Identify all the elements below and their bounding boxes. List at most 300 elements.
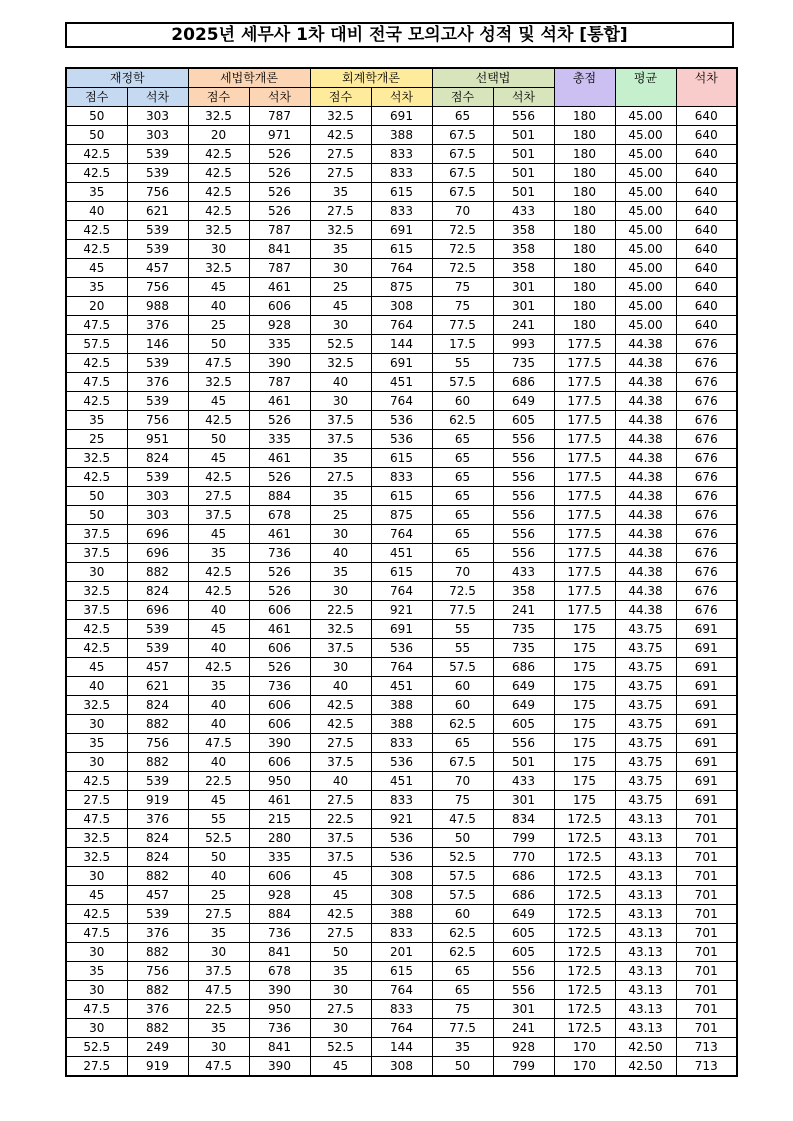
cell-finance-score: 42.5 xyxy=(66,639,127,658)
cell-accounting-rank: 144 xyxy=(371,1038,432,1057)
cell-tax-law-score: 47.5 xyxy=(188,734,249,753)
cell-accounting-rank: 144 xyxy=(371,335,432,354)
cell-total: 180 xyxy=(554,278,615,297)
cell-elective-score: 72.5 xyxy=(432,240,493,259)
cell-finance-score: 25 xyxy=(66,430,127,449)
cell-elective-rank: 301 xyxy=(493,278,554,297)
cell-accounting-rank: 833 xyxy=(371,468,432,487)
cell-total: 172.5 xyxy=(554,848,615,867)
cell-finance-score: 37.5 xyxy=(66,544,127,563)
cell-tax-law-score: 40 xyxy=(188,297,249,316)
cell-tax-law-score: 20 xyxy=(188,126,249,145)
cell-finance-rank: 882 xyxy=(127,867,188,886)
cell-elective-score: 65 xyxy=(432,449,493,468)
cell-elective-score: 70 xyxy=(432,563,493,582)
cell-total: 177.5 xyxy=(554,354,615,373)
cell-tax-law-rank: 736 xyxy=(249,1019,310,1038)
cell-accounting-score: 37.5 xyxy=(310,848,371,867)
cell-elective-score: 72.5 xyxy=(432,582,493,601)
cell-total: 180 xyxy=(554,183,615,202)
table-body xyxy=(66,107,737,1077)
cell-total: 180 xyxy=(554,107,615,126)
cell-tax-law-rank: 526 xyxy=(249,202,310,221)
cell-total: 175 xyxy=(554,753,615,772)
cell-total: 175 xyxy=(554,658,615,677)
cell-total: 177.5 xyxy=(554,601,615,620)
cell-elective-rank: 605 xyxy=(493,715,554,734)
cell-accounting-rank: 451 xyxy=(371,772,432,791)
cell-finance-rank: 457 xyxy=(127,658,188,677)
cell-total: 180 xyxy=(554,297,615,316)
cell-rank: 701 xyxy=(676,867,737,886)
cell-elective-score: 55 xyxy=(432,354,493,373)
cell-rank: 691 xyxy=(676,734,737,753)
cell-elective-rank: 735 xyxy=(493,620,554,639)
cell-elective-score: 65 xyxy=(432,468,493,487)
cell-tax-law-score: 35 xyxy=(188,924,249,943)
cell-tax-law-score: 35 xyxy=(188,1019,249,1038)
table-row xyxy=(66,259,737,278)
cell-tax-law-rank: 606 xyxy=(249,601,310,620)
cell-tax-law-rank: 526 xyxy=(249,468,310,487)
cell-elective-score: 57.5 xyxy=(432,658,493,677)
cell-accounting-score: 42.5 xyxy=(310,905,371,924)
cell-tax-law-score: 50 xyxy=(188,335,249,354)
cell-tax-law-score: 42.5 xyxy=(188,582,249,601)
cell-finance-rank: 376 xyxy=(127,373,188,392)
cell-rank: 676 xyxy=(676,601,737,620)
cell-rank: 691 xyxy=(676,639,737,658)
cell-average: 43.13 xyxy=(615,924,676,943)
cell-elective-score: 65 xyxy=(432,506,493,525)
cell-elective-rank: 649 xyxy=(493,392,554,411)
table-row xyxy=(66,240,737,259)
cell-finance-rank: 621 xyxy=(127,677,188,696)
cell-accounting-rank: 308 xyxy=(371,297,432,316)
table-row xyxy=(66,297,737,316)
cell-tax-law-rank: 606 xyxy=(249,753,310,772)
cell-finance-rank: 919 xyxy=(127,1057,188,1077)
cell-rank: 701 xyxy=(676,981,737,1000)
cell-rank: 676 xyxy=(676,544,737,563)
cell-total: 180 xyxy=(554,316,615,335)
cell-elective-score: 72.5 xyxy=(432,221,493,240)
cell-total: 175 xyxy=(554,620,615,639)
cell-elective-score: 62.5 xyxy=(432,943,493,962)
cell-accounting-score: 30 xyxy=(310,392,371,411)
cell-elective-rank: 686 xyxy=(493,373,554,392)
table-row xyxy=(66,620,737,639)
cell-elective-rank: 770 xyxy=(493,848,554,867)
cell-finance-score: 30 xyxy=(66,715,127,734)
cell-accounting-score: 32.5 xyxy=(310,354,371,373)
cell-elective-rank: 928 xyxy=(493,1038,554,1057)
cell-finance-rank: 696 xyxy=(127,601,188,620)
cell-finance-score: 42.5 xyxy=(66,221,127,240)
cell-average: 43.75 xyxy=(615,753,676,772)
cell-accounting-score: 45 xyxy=(310,297,371,316)
cell-elective-rank: 358 xyxy=(493,259,554,278)
cell-tax-law-score: 42.5 xyxy=(188,164,249,183)
cell-elective-rank: 686 xyxy=(493,658,554,677)
cell-finance-score: 35 xyxy=(66,962,127,981)
cell-total: 172.5 xyxy=(554,905,615,924)
cell-elective-score: 62.5 xyxy=(432,715,493,734)
cell-total: 175 xyxy=(554,639,615,658)
cell-finance-score: 52.5 xyxy=(66,1038,127,1057)
cell-finance-rank: 376 xyxy=(127,316,188,335)
cell-rank: 691 xyxy=(676,772,737,791)
cell-average: 43.13 xyxy=(615,1000,676,1019)
cell-average: 45.00 xyxy=(615,202,676,221)
table-row xyxy=(66,107,737,126)
cell-elective-score: 17.5 xyxy=(432,335,493,354)
cell-accounting-rank: 615 xyxy=(371,563,432,582)
cell-finance-score: 57.5 xyxy=(66,335,127,354)
cell-finance-rank: 756 xyxy=(127,962,188,981)
cell-accounting-rank: 388 xyxy=(371,905,432,924)
cell-accounting-rank: 536 xyxy=(371,430,432,449)
sub-header-score: 점수 xyxy=(432,88,493,107)
cell-elective-score: 77.5 xyxy=(432,601,493,620)
cell-accounting-score: 37.5 xyxy=(310,753,371,772)
cell-tax-law-rank: 678 xyxy=(249,962,310,981)
cell-finance-rank: 376 xyxy=(127,924,188,943)
cell-finance-rank: 882 xyxy=(127,943,188,962)
table-row xyxy=(66,1038,737,1057)
cell-tax-law-score: 32.5 xyxy=(188,259,249,278)
cell-elective-score: 50 xyxy=(432,829,493,848)
cell-elective-rank: 686 xyxy=(493,886,554,905)
table-row xyxy=(66,468,737,487)
cell-finance-score: 37.5 xyxy=(66,525,127,544)
cell-elective-rank: 649 xyxy=(493,696,554,715)
cell-elective-rank: 301 xyxy=(493,791,554,810)
cell-total: 175 xyxy=(554,696,615,715)
cell-accounting-score: 37.5 xyxy=(310,430,371,449)
table-row xyxy=(66,278,737,297)
cell-average: 43.13 xyxy=(615,848,676,867)
page-title: 2025년 세무사 1차 대비 전국 모의고사 성적 및 석차 [통합] xyxy=(65,22,734,48)
cell-total: 172.5 xyxy=(554,962,615,981)
cell-elective-score: 65 xyxy=(432,981,493,1000)
cell-tax-law-score: 37.5 xyxy=(188,962,249,981)
sub-header-rank: 석차 xyxy=(371,88,432,107)
table-row xyxy=(66,316,737,335)
cell-elective-score: 55 xyxy=(432,639,493,658)
cell-finance-score: 50 xyxy=(66,107,127,126)
cell-accounting-score: 30 xyxy=(310,981,371,1000)
cell-finance-rank: 882 xyxy=(127,715,188,734)
cell-tax-law-rank: 787 xyxy=(249,259,310,278)
cell-total: 172.5 xyxy=(554,829,615,848)
cell-tax-law-score: 25 xyxy=(188,316,249,335)
cell-elective-rank: 433 xyxy=(493,772,554,791)
table-row xyxy=(66,221,737,240)
table-row xyxy=(66,1000,737,1019)
table-row xyxy=(66,924,737,943)
cell-finance-score: 45 xyxy=(66,259,127,278)
cell-accounting-rank: 833 xyxy=(371,924,432,943)
cell-elective-score: 65 xyxy=(432,525,493,544)
cell-tax-law-score: 35 xyxy=(188,544,249,563)
cell-tax-law-rank: 606 xyxy=(249,639,310,658)
subject-header-tax-law: 세법학개론 xyxy=(188,68,310,88)
cell-rank: 701 xyxy=(676,810,737,829)
cell-tax-law-score: 47.5 xyxy=(188,354,249,373)
table-row xyxy=(66,981,737,1000)
table-row xyxy=(66,810,737,829)
table-row xyxy=(66,791,737,810)
cell-elective-score: 65 xyxy=(432,430,493,449)
cell-elective-rank: 241 xyxy=(493,601,554,620)
cell-tax-law-score: 55 xyxy=(188,810,249,829)
cell-rank: 640 xyxy=(676,126,737,145)
cell-finance-score: 32.5 xyxy=(66,829,127,848)
cell-finance-score: 50 xyxy=(66,487,127,506)
cell-rank: 676 xyxy=(676,335,737,354)
cell-rank: 701 xyxy=(676,924,737,943)
cell-finance-score: 35 xyxy=(66,183,127,202)
cell-elective-score: 47.5 xyxy=(432,810,493,829)
cell-average: 44.38 xyxy=(615,373,676,392)
cell-average: 42.50 xyxy=(615,1057,676,1077)
cell-elective-score: 62.5 xyxy=(432,924,493,943)
cell-accounting-score: 35 xyxy=(310,962,371,981)
cell-accounting-rank: 201 xyxy=(371,943,432,962)
cell-rank: 701 xyxy=(676,962,737,981)
cell-rank: 676 xyxy=(676,411,737,430)
cell-elective-rank: 993 xyxy=(493,335,554,354)
cell-elective-rank: 556 xyxy=(493,107,554,126)
cell-finance-rank: 376 xyxy=(127,1000,188,1019)
cell-tax-law-rank: 928 xyxy=(249,316,310,335)
cell-average: 43.13 xyxy=(615,829,676,848)
cell-accounting-rank: 451 xyxy=(371,677,432,696)
cell-accounting-rank: 833 xyxy=(371,791,432,810)
cell-elective-rank: 556 xyxy=(493,544,554,563)
cell-tax-law-score: 40 xyxy=(188,753,249,772)
cell-accounting-rank: 833 xyxy=(371,734,432,753)
cell-tax-law-score: 42.5 xyxy=(188,183,249,202)
cell-rank: 676 xyxy=(676,582,737,601)
cell-tax-law-score: 40 xyxy=(188,867,249,886)
cell-total: 177.5 xyxy=(554,544,615,563)
cell-elective-rank: 686 xyxy=(493,867,554,886)
cell-accounting-score: 30 xyxy=(310,525,371,544)
cell-tax-law-rank: 787 xyxy=(249,221,310,240)
cell-accounting-score: 27.5 xyxy=(310,734,371,753)
cell-finance-rank: 539 xyxy=(127,240,188,259)
cell-total: 180 xyxy=(554,259,615,278)
cell-tax-law-rank: 606 xyxy=(249,696,310,715)
cell-accounting-rank: 764 xyxy=(371,392,432,411)
cell-tax-law-score: 40 xyxy=(188,696,249,715)
cell-total: 180 xyxy=(554,145,615,164)
sub-header-rank: 석차 xyxy=(249,88,310,107)
cell-total: 177.5 xyxy=(554,392,615,411)
cell-total: 180 xyxy=(554,202,615,221)
cell-finance-score: 20 xyxy=(66,297,127,316)
cell-elective-score: 75 xyxy=(432,791,493,810)
cell-finance-rank: 249 xyxy=(127,1038,188,1057)
cell-finance-score: 32.5 xyxy=(66,582,127,601)
cell-average: 44.38 xyxy=(615,582,676,601)
cell-total: 177.5 xyxy=(554,563,615,582)
cell-total: 180 xyxy=(554,126,615,145)
cell-tax-law-score: 45 xyxy=(188,449,249,468)
cell-accounting-rank: 691 xyxy=(371,354,432,373)
cell-average: 45.00 xyxy=(615,240,676,259)
cell-accounting-score: 27.5 xyxy=(310,164,371,183)
cell-accounting-rank: 615 xyxy=(371,183,432,202)
cell-accounting-rank: 536 xyxy=(371,639,432,658)
cell-tax-law-score: 42.5 xyxy=(188,145,249,164)
cell-tax-law-rank: 950 xyxy=(249,1000,310,1019)
cell-average: 43.75 xyxy=(615,715,676,734)
cell-rank: 676 xyxy=(676,392,737,411)
cell-accounting-score: 30 xyxy=(310,582,371,601)
cell-elective-score: 75 xyxy=(432,278,493,297)
table-row xyxy=(66,145,737,164)
cell-accounting-rank: 764 xyxy=(371,981,432,1000)
cell-total: 172.5 xyxy=(554,981,615,1000)
cell-finance-score: 27.5 xyxy=(66,791,127,810)
cell-tax-law-rank: 526 xyxy=(249,164,310,183)
cell-elective-score: 57.5 xyxy=(432,867,493,886)
cell-accounting-rank: 536 xyxy=(371,848,432,867)
cell-finance-rank: 756 xyxy=(127,411,188,430)
table-row xyxy=(66,582,737,601)
cell-elective-score: 55 xyxy=(432,620,493,639)
cell-tax-law-rank: 526 xyxy=(249,411,310,430)
cell-tax-law-rank: 335 xyxy=(249,335,310,354)
cell-finance-score: 30 xyxy=(66,867,127,886)
cell-average: 45.00 xyxy=(615,183,676,202)
cell-accounting-rank: 388 xyxy=(371,696,432,715)
cell-accounting-score: 37.5 xyxy=(310,829,371,848)
cell-finance-score: 30 xyxy=(66,753,127,772)
cell-rank: 701 xyxy=(676,1019,737,1038)
cell-rank: 691 xyxy=(676,677,737,696)
cell-finance-score: 32.5 xyxy=(66,848,127,867)
cell-total: 172.5 xyxy=(554,943,615,962)
cell-accounting-score: 35 xyxy=(310,240,371,259)
cell-finance-score: 27.5 xyxy=(66,1057,127,1077)
cell-elective-score: 70 xyxy=(432,772,493,791)
cell-tax-law-rank: 526 xyxy=(249,563,310,582)
cell-elective-score: 75 xyxy=(432,297,493,316)
cell-tax-law-rank: 884 xyxy=(249,487,310,506)
cell-finance-score: 47.5 xyxy=(66,810,127,829)
table-row xyxy=(66,392,737,411)
cell-accounting-score: 35 xyxy=(310,563,371,582)
cell-finance-rank: 539 xyxy=(127,164,188,183)
cell-finance-rank: 824 xyxy=(127,696,188,715)
cell-accounting-score: 27.5 xyxy=(310,791,371,810)
cell-total: 175 xyxy=(554,677,615,696)
cell-tax-law-score: 32.5 xyxy=(188,221,249,240)
cell-tax-law-score: 35 xyxy=(188,677,249,696)
cell-accounting-rank: 875 xyxy=(371,506,432,525)
cell-elective-rank: 556 xyxy=(493,734,554,753)
cell-average: 43.13 xyxy=(615,810,676,829)
cell-finance-score: 35 xyxy=(66,278,127,297)
cell-tax-law-score: 42.5 xyxy=(188,563,249,582)
cell-total: 175 xyxy=(554,791,615,810)
cell-average: 44.38 xyxy=(615,487,676,506)
cell-rank: 640 xyxy=(676,316,737,335)
cell-elective-score: 65 xyxy=(432,107,493,126)
cell-accounting-rank: 833 xyxy=(371,1000,432,1019)
cell-tax-law-rank: 971 xyxy=(249,126,310,145)
cell-tax-law-rank: 841 xyxy=(249,1038,310,1057)
cell-accounting-rank: 875 xyxy=(371,278,432,297)
cell-tax-law-rank: 606 xyxy=(249,867,310,886)
cell-tax-law-rank: 841 xyxy=(249,240,310,259)
cell-accounting-score: 27.5 xyxy=(310,1000,371,1019)
cell-tax-law-rank: 884 xyxy=(249,905,310,924)
cell-accounting-score: 45 xyxy=(310,886,371,905)
cell-average: 43.75 xyxy=(615,791,676,810)
cell-accounting-rank: 536 xyxy=(371,411,432,430)
cell-finance-rank: 988 xyxy=(127,297,188,316)
cell-tax-law-score: 30 xyxy=(188,943,249,962)
cell-average: 44.38 xyxy=(615,354,676,373)
cell-rank: 701 xyxy=(676,1000,737,1019)
cell-rank: 640 xyxy=(676,221,737,240)
cell-total: 170 xyxy=(554,1038,615,1057)
cell-accounting-rank: 921 xyxy=(371,810,432,829)
cell-accounting-rank: 833 xyxy=(371,145,432,164)
cell-finance-score: 30 xyxy=(66,563,127,582)
cell-finance-rank: 882 xyxy=(127,1019,188,1038)
cell-elective-rank: 605 xyxy=(493,924,554,943)
cell-finance-rank: 621 xyxy=(127,202,188,221)
cell-total: 170 xyxy=(554,1057,615,1077)
cell-total: 177.5 xyxy=(554,582,615,601)
cell-accounting-rank: 691 xyxy=(371,221,432,240)
cell-average: 45.00 xyxy=(615,297,676,316)
cell-finance-rank: 539 xyxy=(127,468,188,487)
cell-finance-rank: 539 xyxy=(127,145,188,164)
cell-rank: 701 xyxy=(676,886,737,905)
cell-tax-law-rank: 461 xyxy=(249,791,310,810)
cell-average: 43.75 xyxy=(615,696,676,715)
cell-elective-rank: 556 xyxy=(493,525,554,544)
cell-average: 44.38 xyxy=(615,563,676,582)
cell-average: 43.75 xyxy=(615,620,676,639)
cell-tax-law-rank: 215 xyxy=(249,810,310,829)
cell-elective-rank: 501 xyxy=(493,183,554,202)
table-row xyxy=(66,164,737,183)
cell-elective-rank: 501 xyxy=(493,164,554,183)
cell-accounting-rank: 764 xyxy=(371,1019,432,1038)
cell-elective-score: 65 xyxy=(432,734,493,753)
cell-average: 43.13 xyxy=(615,867,676,886)
cell-tax-law-rank: 390 xyxy=(249,354,310,373)
cell-rank: 676 xyxy=(676,506,737,525)
cell-finance-score: 30 xyxy=(66,981,127,1000)
cell-accounting-rank: 833 xyxy=(371,202,432,221)
cell-elective-rank: 799 xyxy=(493,1057,554,1077)
cell-finance-rank: 539 xyxy=(127,221,188,240)
cell-average: 45.00 xyxy=(615,145,676,164)
cell-tax-law-score: 40 xyxy=(188,715,249,734)
cell-elective-score: 67.5 xyxy=(432,164,493,183)
cell-finance-score: 45 xyxy=(66,658,127,677)
cell-total: 172.5 xyxy=(554,886,615,905)
